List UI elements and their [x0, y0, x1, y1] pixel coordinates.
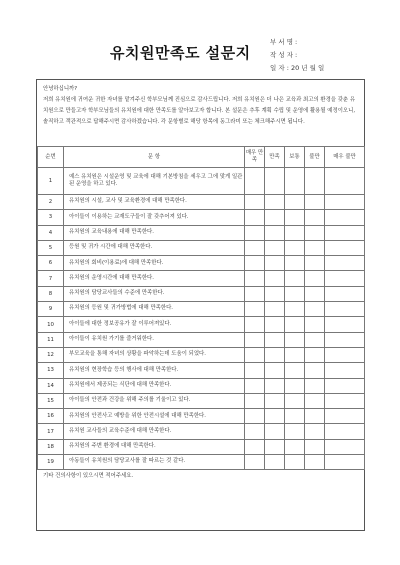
question-text: 예스 유치원은 시설운영 및 교육에 대해 기본방침을 세우고 그에 맞게 일관된 운영을 하고 있다.: [64, 168, 245, 195]
survey-frame: [36, 79, 365, 531]
answer-cell-neutral[interactable]: [285, 210, 305, 225]
question-number: 6: [38, 256, 64, 271]
table-row: [38, 363, 365, 378]
answer-cell-very-dissatisfied[interactable]: [325, 240, 365, 255]
answer-cell-neutral[interactable]: [285, 378, 305, 393]
table-row: [38, 256, 365, 271]
header-item: 문 항: [64, 147, 245, 168]
question-text: 아이들이 유치원 가기를 즐거워한다.: [64, 332, 245, 347]
header-very-satisfied: 매우 만족: [245, 147, 265, 168]
table-row: [38, 225, 365, 240]
answer-cell-very-satisfied[interactable]: [245, 302, 265, 317]
question-number: 14: [38, 378, 64, 393]
answer-cell-very-satisfied[interactable]: [245, 409, 265, 424]
answer-cell-very-satisfied[interactable]: [245, 210, 265, 225]
answer-cell-dissatisfied[interactable]: [305, 439, 325, 454]
answer-cell-neutral[interactable]: [285, 168, 305, 195]
answer-cell-dissatisfied[interactable]: [305, 393, 325, 408]
question-text: 아이들이 이용하는 교재도구들이 잘 갖추어져 있다.: [64, 210, 245, 225]
answer-cell-very-dissatisfied[interactable]: [325, 455, 365, 470]
answer-cell-very-satisfied[interactable]: [245, 347, 265, 362]
intro-body: 저희 유치원에 귀여운 귀한 자녀를 맡겨주신 학부모님께 진심으로 감사드립니다. 저희 유치원은 더 나은 교육과 최고의 환경을 갖춘 유치원으로 만들고자 학부모님들의 유치원에 대한 만족도를 알아보고자 합니다. 본 설문은 추후 계획 수립 및 운영에 활용될 예정이오니, 솔직하고 객관적으로 답해주시면 감사하겠습니다. 각 문항별로 해당 항목에 동그라미 또는 체크해주시면 됩니다.: [43, 97, 356, 125]
answer-cell-satisfied[interactable]: [265, 168, 285, 195]
answer-cell-very-satisfied[interactable]: [245, 195, 265, 210]
answer-cell-satisfied[interactable]: [265, 378, 285, 393]
answer-cell-very-satisfied[interactable]: [245, 168, 265, 195]
answer-cell-very-dissatisfied[interactable]: [325, 424, 365, 439]
answer-cell-very-dissatisfied[interactable]: [325, 256, 365, 271]
answer-cell-satisfied[interactable]: [265, 393, 285, 408]
question-number: 4: [38, 225, 64, 240]
question-number: 13: [38, 363, 64, 378]
meta-author: 작 성 자 :: [270, 51, 298, 59]
answer-cell-neutral[interactable]: [285, 347, 305, 362]
answer-cell-very-dissatisfied[interactable]: [325, 332, 365, 347]
answer-cell-very-dissatisfied[interactable]: [325, 302, 365, 317]
answer-cell-satisfied[interactable]: [265, 347, 285, 362]
table-row: [38, 168, 365, 195]
answer-cell-dissatisfied[interactable]: [305, 168, 325, 195]
survey-table: [37, 146, 365, 470]
table-row: [38, 317, 365, 332]
answer-cell-dissatisfied[interactable]: [305, 363, 325, 378]
answer-cell-satisfied[interactable]: [265, 225, 285, 240]
answer-cell-very-satisfied[interactable]: [245, 286, 265, 301]
answer-cell-neutral[interactable]: [285, 286, 305, 301]
answer-cell-very-dissatisfied[interactable]: [325, 286, 365, 301]
answer-cell-dissatisfied[interactable]: [305, 240, 325, 255]
answer-cell-very-satisfied[interactable]: [245, 363, 265, 378]
question-number: 1: [38, 168, 64, 195]
answer-cell-very-satisfied[interactable]: [245, 393, 265, 408]
table-row: [38, 393, 365, 408]
answer-cell-satisfied[interactable]: [265, 363, 285, 378]
question-text: 등원 및 귀가 시간에 대해 만족한다.: [64, 240, 245, 255]
question-number: 19: [38, 455, 64, 470]
answer-cell-satisfied[interactable]: [265, 240, 285, 255]
answer-cell-neutral[interactable]: [285, 332, 305, 347]
question-text: 부모교육을 통해 자녀의 상황을 파악하는데 도움이 되었다.: [64, 347, 245, 362]
question-text: 유치원 교사들의 교육수준에 대해 만족한다.: [64, 424, 245, 439]
answer-cell-very-dissatisfied[interactable]: [325, 210, 365, 225]
header-satisfied: 만족: [265, 147, 285, 168]
answer-cell-very-dissatisfied[interactable]: [325, 195, 365, 210]
question-text: 유치원의 교육내용에 대해 만족한다.: [64, 225, 245, 240]
header-neutral: 보통: [285, 147, 305, 168]
table-row: [38, 332, 365, 347]
answer-cell-neutral[interactable]: [285, 302, 305, 317]
question-text: 아이들의 안전과 건강을 위해 주의를 기울이고 있다.: [64, 393, 245, 408]
question-text: 아이들에 대한 정보공유가 잘 이루어져있다.: [64, 317, 245, 332]
question-text: 유치원에서 제공되는 식단에 대해 만족한다.: [64, 378, 245, 393]
table-row: [38, 302, 365, 317]
answer-cell-very-satisfied[interactable]: [245, 332, 265, 347]
answer-cell-dissatisfied[interactable]: [305, 424, 325, 439]
question-number: 7: [38, 271, 64, 286]
answer-cell-satisfied[interactable]: [265, 409, 285, 424]
answer-cell-satisfied[interactable]: [265, 332, 285, 347]
answer-cell-very-satisfied[interactable]: [245, 256, 265, 271]
question-text: 아동들이 유치원의 담당교사를 잘 따르는 것 같다.: [64, 455, 245, 470]
question-number: 8: [38, 286, 64, 301]
answer-cell-neutral[interactable]: [285, 393, 305, 408]
document-meta: [270, 36, 324, 75]
question-number: 16: [38, 409, 64, 424]
question-number: 12: [38, 347, 64, 362]
header-very-dissatisfied: 매우 불만: [325, 147, 365, 168]
question-number: 2: [38, 195, 64, 210]
table-row: [38, 195, 365, 210]
question-text: 유치원의 등원 및 귀가방법에 대해 만족한다.: [64, 302, 245, 317]
answer-cell-very-satisfied[interactable]: [245, 378, 265, 393]
question-number: 3: [38, 210, 64, 225]
answer-cell-very-dissatisfied[interactable]: [325, 363, 365, 378]
question-number: 9: [38, 302, 64, 317]
answer-cell-dissatisfied[interactable]: [305, 286, 325, 301]
table-row: [38, 424, 365, 439]
answer-cell-neutral[interactable]: [285, 225, 305, 240]
question-text: 유치원의 주변 환경에 대해 만족한다.: [64, 439, 245, 454]
answer-cell-neutral[interactable]: [285, 240, 305, 255]
intro-section: [37, 80, 364, 146]
answer-cell-dissatisfied[interactable]: [305, 271, 325, 286]
table-row: [38, 286, 365, 301]
table-row: [38, 455, 365, 470]
answer-cell-very-dissatisfied[interactable]: [325, 347, 365, 362]
answer-cell-very-satisfied[interactable]: [245, 439, 265, 454]
answer-cell-very-dissatisfied[interactable]: [325, 409, 365, 424]
intro-greeting: 안녕하십니까?: [43, 86, 78, 92]
question-text: 유치원의 운영시간에 대해 만족한다.: [64, 271, 245, 286]
answer-cell-neutral[interactable]: [285, 439, 305, 454]
table-row: [38, 439, 365, 454]
answer-cell-dissatisfied[interactable]: [305, 317, 325, 332]
answer-cell-dissatisfied[interactable]: [305, 332, 325, 347]
answer-cell-dissatisfied[interactable]: [305, 409, 325, 424]
answer-cell-satisfied[interactable]: [265, 317, 285, 332]
answer-cell-very-dissatisfied[interactable]: [325, 168, 365, 195]
answer-cell-dissatisfied[interactable]: [305, 195, 325, 210]
answer-cell-neutral[interactable]: [285, 424, 305, 439]
answer-cell-neutral[interactable]: [285, 409, 305, 424]
answer-cell-very-satisfied[interactable]: [245, 225, 265, 240]
answer-cell-satisfied[interactable]: [265, 286, 285, 301]
answer-cell-very-satisfied[interactable]: [245, 455, 265, 470]
header-num: 순번: [38, 147, 64, 168]
answer-cell-dissatisfied[interactable]: [305, 455, 325, 470]
table-row: [38, 271, 365, 286]
answer-cell-very-dissatisfied[interactable]: [325, 378, 365, 393]
question-number: 15: [38, 393, 64, 408]
table-row: [38, 240, 365, 255]
answer-cell-neutral[interactable]: [285, 455, 305, 470]
table-row: [38, 210, 365, 225]
answer-cell-very-satisfied[interactable]: [245, 424, 265, 439]
answer-cell-very-satisfied[interactable]: [245, 317, 265, 332]
question-number: 5: [38, 240, 64, 255]
answer-cell-dissatisfied[interactable]: [305, 347, 325, 362]
answer-cell-satisfied[interactable]: [265, 424, 285, 439]
answer-cell-neutral[interactable]: [285, 256, 305, 271]
question-text: 유치원의 회비(이용료)에 대해 만족한다.: [64, 256, 245, 271]
answer-cell-very-dissatisfied[interactable]: [325, 393, 365, 408]
answer-cell-very-dissatisfied[interactable]: [325, 271, 365, 286]
question-text: 유치원의 안전사고 예방을 위한 안전시설에 대해 만족한다.: [64, 409, 245, 424]
table-row: [38, 409, 365, 424]
answer-cell-neutral[interactable]: [285, 195, 305, 210]
answer-cell-satisfied[interactable]: [265, 195, 285, 210]
question-text: 유치원의 현장학습 등의 행사에 대해 만족한다.: [64, 363, 245, 378]
meta-department: 부 서 명 :: [270, 38, 298, 46]
question-text: 유치원의 시설, 교사 및 교육환경에 대해 만족한다.: [64, 195, 245, 210]
table-header-row: [38, 147, 365, 168]
page-title: 유치원만족도 설문지: [110, 44, 251, 62]
meta-date: 일 자 : 20 년 월 일: [270, 64, 325, 72]
question-number: 17: [38, 424, 64, 439]
answer-cell-very-satisfied[interactable]: [245, 240, 265, 255]
answer-cell-neutral[interactable]: [285, 317, 305, 332]
table-row: [38, 347, 365, 362]
answer-cell-dissatisfied[interactable]: [305, 225, 325, 240]
header-dissatisfied: 불만: [305, 147, 325, 168]
answer-cell-very-dissatisfied[interactable]: [325, 225, 365, 240]
question-number: 10: [38, 317, 64, 332]
answer-cell-satisfied[interactable]: [265, 210, 285, 225]
answer-cell-neutral[interactable]: [285, 363, 305, 378]
question-number: 11: [38, 332, 64, 347]
answer-cell-dissatisfied[interactable]: [305, 302, 325, 317]
answer-cell-satisfied[interactable]: [265, 439, 285, 454]
footer-note: 기타 건의사항이 있으시면 적어주세요.: [43, 473, 134, 480]
answer-cell-very-dissatisfied[interactable]: [325, 317, 365, 332]
answer-cell-satisfied[interactable]: [265, 455, 285, 470]
answer-cell-neutral[interactable]: [285, 271, 305, 286]
answer-cell-dissatisfied[interactable]: [305, 378, 325, 393]
answer-cell-satisfied[interactable]: [265, 302, 285, 317]
answer-cell-very-dissatisfied[interactable]: [325, 439, 365, 454]
table-row: [38, 378, 365, 393]
answer-cell-dissatisfied[interactable]: [305, 210, 325, 225]
answer-cell-satisfied[interactable]: [265, 256, 285, 271]
answer-cell-very-satisfied[interactable]: [245, 271, 265, 286]
answer-cell-dissatisfied[interactable]: [305, 256, 325, 271]
question-text: 유치원의 담당교사들의 수준에 만족한다.: [64, 286, 245, 301]
answer-cell-satisfied[interactable]: [265, 271, 285, 286]
question-number: 18: [38, 439, 64, 454]
